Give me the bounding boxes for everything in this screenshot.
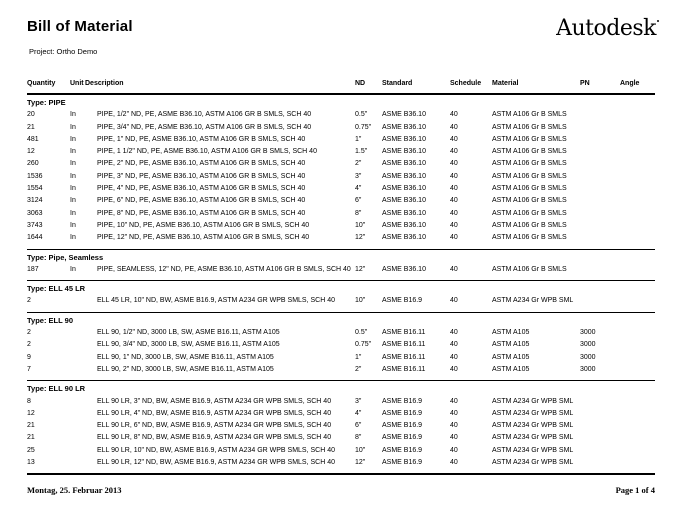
cell-quantity: 2 [27, 329, 31, 337]
cell-description: ELL 45 LR, 10" ND, BW, ASME B16.9, ASTM A234 GR WPB SMLS, SCH 40 [97, 297, 335, 305]
cell-material: ASTM A106 Gr B SMLS [492, 197, 567, 205]
cell-schedule: 40 [450, 221, 458, 229]
cell-nd: 2" [355, 160, 362, 168]
cell-schedule: 40 [450, 397, 458, 405]
cell-schedule: 40 [450, 434, 458, 442]
cell-standard: ASME B36.10 [382, 221, 426, 229]
cell-standard: ASME B16.11 [382, 341, 426, 349]
cell-description: ELL 90 LR, 8" ND, BW, ASME B16.9, ASTM A234 GR WPB SMLS, SCH 40 [97, 434, 332, 442]
cell-nd: 10" [355, 446, 366, 454]
table-row [27, 457, 655, 469]
cell-schedule: 40 [450, 111, 458, 119]
table-row [27, 339, 655, 351]
cell-material: ASTM A106 Gr B SMLS [492, 185, 567, 193]
column-header-quantity: Quantity [27, 80, 56, 87]
cell-quantity: 9 [27, 353, 31, 361]
cell-nd: 3" [355, 397, 362, 405]
cell-description: PIPE, 1 1/2" ND, PE, ASME B36.10, ASTM A106 GR B SMLS, SCH 40 [97, 148, 317, 156]
table-row [27, 327, 655, 339]
cell-nd: 2" [355, 365, 362, 373]
cell-pn: 3000 [580, 353, 596, 361]
section-type-heading: Type: ELL 90 [27, 315, 73, 325]
cell-standard: ASME B36.10 [382, 160, 426, 168]
cell-material: ASTM A106 Gr B SMLS [492, 209, 567, 217]
cell-standard: ASME B36.10 [382, 135, 426, 143]
cell-schedule: 40 [450, 422, 458, 430]
cell-schedule: 40 [450, 123, 458, 131]
table-row [27, 408, 655, 420]
cell-unit: In [70, 197, 76, 205]
cell-quantity: 21 [27, 422, 35, 430]
bom-section [27, 280, 655, 312]
cell-standard: ASME B36.10 [382, 123, 426, 131]
cell-description: PIPE, 8" ND, PE, ASME B36.10, ASTM A106 GR B SMLS, SCH 40 [97, 209, 306, 217]
cell-standard: ASME B16.9 [382, 422, 423, 430]
cell-schedule: 40 [450, 329, 458, 337]
table-row [27, 420, 655, 432]
cell-nd: 12" [355, 265, 366, 273]
cell-standard: ASME B36.10 [382, 265, 426, 273]
column-header-standard: Standard [382, 80, 413, 87]
cell-schedule: 40 [450, 172, 458, 180]
cell-nd: 10" [355, 297, 366, 305]
table-row [27, 146, 655, 158]
cell-standard: ASME B36.10 [382, 197, 426, 205]
bom-section [27, 95, 655, 249]
cell-standard: ASME B36.10 [382, 172, 426, 180]
cell-description: ELL 90 LR, 3" ND, BW, ASME B16.9, ASTM A234 GR WPB SMLS, SCH 40 [97, 397, 332, 405]
cell-material: ASTM A234 Gr WPB SML [492, 422, 574, 430]
column-header-description: Description [85, 80, 124, 87]
column-header-unit: Unit [70, 80, 84, 87]
cell-nd: 3" [355, 172, 362, 180]
cell-description: ELL 90 LR, 12" ND, BW, ASME B16.9, ASTM A234 GR WPB SMLS, SCH 40 [97, 459, 335, 467]
cell-description: ELL 90, 2" ND, 3000 LB, SW, ASME B16.11, ASTM A105 [97, 365, 274, 373]
table-row [27, 364, 655, 376]
table-row [27, 352, 655, 364]
cell-nd: 8" [355, 434, 362, 442]
cell-standard: ASME B16.9 [382, 446, 423, 454]
cell-nd: 12" [355, 234, 366, 242]
cell-nd: 1" [355, 353, 362, 361]
cell-unit: In [70, 172, 76, 180]
cell-nd: 6" [355, 422, 362, 430]
cell-description: ELL 90 LR, 6" ND, BW, ASME B16.9, ASTM A234 GR WPB SMLS, SCH 40 [97, 422, 332, 430]
section-type-heading: Type: ELL 45 LR [27, 284, 86, 294]
cell-material: ASTM A106 Gr B SMLS [492, 234, 567, 242]
cell-schedule: 40 [450, 234, 458, 242]
cell-material: ASTM A106 Gr B SMLS [492, 160, 567, 168]
cell-nd: 8" [355, 209, 362, 217]
cell-quantity: 1644 [27, 234, 43, 242]
cell-material: ASTM A106 Gr B SMLS [492, 265, 567, 273]
cell-standard: ASME B36.10 [382, 209, 426, 217]
cell-description: PIPE, SEAMLESS, 12" ND, PE, ASME B36.10, ASTM A106 GR B SMLS, SCH 40 [97, 265, 351, 273]
bom-section [27, 249, 655, 281]
cell-quantity: 481 [27, 135, 39, 143]
table-row [27, 208, 655, 220]
cell-quantity: 187 [27, 265, 39, 273]
cell-schedule: 40 [450, 148, 458, 156]
section-type-heading: Type: ELL 90 LR [27, 384, 86, 394]
table-row [27, 122, 655, 134]
cell-pn: 3000 [580, 329, 596, 337]
cell-standard: ASME B36.10 [382, 234, 426, 242]
cell-schedule: 40 [450, 265, 458, 273]
cell-material: ASTM A106 Gr B SMLS [492, 148, 567, 156]
cell-quantity: 2 [27, 297, 31, 305]
cell-material: ASTM A106 Gr B SMLS [492, 172, 567, 180]
cell-quantity: 2 [27, 341, 31, 349]
cell-unit: In [70, 123, 76, 131]
cell-unit: In [70, 209, 76, 217]
cell-unit: In [70, 135, 76, 143]
cell-description: PIPE, 4" ND, PE, ASME B36.10, ASTM A106 GR B SMLS, SCH 40 [97, 185, 306, 193]
cell-quantity: 7 [27, 365, 31, 373]
cell-material: ASTM A234 Gr WPB SML [492, 397, 574, 405]
table-row [27, 134, 655, 146]
table-row [27, 295, 655, 307]
cell-standard: ASME B36.10 [382, 111, 426, 119]
column-header-pn: PN [580, 80, 590, 87]
cell-schedule: 40 [450, 135, 458, 143]
cell-schedule: 40 [450, 353, 458, 361]
cell-description: ELL 90, 1" ND, 3000 LB, SW, ASME B16.11, ASTM A105 [97, 353, 274, 361]
cell-quantity: 3063 [27, 209, 43, 217]
cell-nd: 12" [355, 459, 366, 467]
cell-description: PIPE, 6" ND, PE, ASME B36.10, ASTM A106 GR B SMLS, SCH 40 [97, 197, 306, 205]
cell-standard: ASME B16.9 [382, 459, 423, 467]
cell-material: ASTM A106 Gr B SMLS [492, 135, 567, 143]
cell-pn: 3000 [580, 341, 596, 349]
table-row [27, 171, 655, 183]
cell-nd: 10" [355, 221, 366, 229]
cell-quantity: 21 [27, 123, 35, 131]
cell-material: ASTM A234 Gr WPB SML [492, 446, 574, 454]
cell-material: ASTM A234 Gr WPB SML [492, 459, 574, 467]
cell-unit: In [70, 265, 76, 273]
cell-standard: ASME B36.10 [382, 185, 426, 193]
cell-description: PIPE, 12" ND, PE, ASME B36.10, ASTM A106 GR B SMLS, SCH 40 [97, 234, 310, 242]
table-row [27, 109, 655, 121]
cell-schedule: 40 [450, 409, 458, 417]
cell-unit: In [70, 221, 76, 229]
cell-standard: ASME B16.9 [382, 434, 423, 442]
cell-material: ASTM A234 Gr WPB SML [492, 409, 574, 417]
cell-nd: 0.5" [355, 329, 368, 337]
cell-material: ASTM A106 Gr B SMLS [492, 111, 567, 119]
cell-nd: 1.5" [355, 148, 368, 156]
cell-description: PIPE, 2" ND, PE, ASME B36.10, ASTM A106 GR B SMLS, SCH 40 [97, 160, 306, 168]
cell-description: ELL 90 LR, 10" ND, BW, ASME B16.9, ASTM A234 GR WPB SMLS, SCH 40 [97, 446, 335, 454]
cell-quantity: 3124 [27, 197, 43, 205]
bom-section [27, 312, 655, 380]
page-footer [27, 485, 655, 495]
cell-material: ASTM A106 Gr B SMLS [492, 221, 567, 229]
cell-nd: 4" [355, 409, 362, 417]
cell-nd: 6" [355, 197, 362, 205]
cell-quantity: 1536 [27, 172, 43, 180]
cell-quantity: 13 [27, 459, 35, 467]
cell-schedule: 40 [450, 197, 458, 205]
column-header-schedule: Schedule [450, 80, 482, 87]
cell-nd: 0.75" [355, 341, 372, 349]
cell-standard: ASME B16.11 [382, 353, 426, 361]
column-header-angle: Angle [620, 80, 640, 87]
cell-schedule: 40 [450, 459, 458, 467]
cell-schedule: 40 [450, 209, 458, 217]
page-title: Bill of Material [27, 18, 133, 35]
cell-quantity: 20 [27, 111, 35, 119]
cell-standard: ASME B16.11 [382, 365, 426, 373]
cell-material: ASTM A234 Gr WPB SML [492, 297, 574, 305]
cell-quantity: 25 [27, 446, 35, 454]
cell-material: ASTM A105 [492, 341, 530, 349]
table-body [27, 95, 655, 475]
table-row [27, 195, 655, 207]
cell-standard: ASME B16.9 [382, 297, 423, 305]
cell-standard: ASME B16.9 [382, 397, 423, 405]
table-row [27, 432, 655, 444]
cell-nd: 0.75" [355, 123, 372, 131]
cell-unit: In [70, 160, 76, 168]
cell-pn: 3000 [580, 365, 596, 373]
cell-quantity: 8 [27, 397, 31, 405]
cell-description: PIPE, 10" ND, PE, ASME B36.10, ASTM A106 GR B SMLS, SCH 40 [97, 221, 310, 229]
cell-quantity: 21 [27, 434, 35, 442]
bom-section [27, 380, 655, 473]
cell-nd: 0.5" [355, 111, 368, 119]
footer-page-number: Page 1 of 4 [615, 485, 655, 495]
project-label: Project: Ortho Demo [29, 47, 98, 56]
cell-schedule: 40 [450, 185, 458, 193]
autodesk-logo [556, 17, 659, 41]
cell-quantity: 12 [27, 148, 35, 156]
cell-nd: 1" [355, 135, 362, 143]
cell-material: ASTM A234 Gr WPB SML [492, 434, 574, 442]
cell-description: ELL 90 LR, 4" ND, BW, ASME B16.9, ASTM A234 GR WPB SMLS, SCH 40 [97, 409, 332, 417]
cell-unit: In [70, 148, 76, 156]
cell-description: PIPE, 3/4" ND, PE, ASME B36.10, ASTM A106 GR B SMLS, SCH 40 [97, 123, 312, 131]
cell-schedule: 40 [450, 341, 458, 349]
cell-schedule: 40 [450, 297, 458, 305]
cell-schedule: 40 [450, 160, 458, 168]
cell-quantity: 1554 [27, 185, 43, 193]
cell-nd: 4" [355, 185, 362, 193]
table-row [27, 183, 655, 195]
section-type-heading: Type: PIPE [27, 98, 66, 107]
cell-standard: ASME B36.10 [382, 148, 426, 156]
cell-description: PIPE, 1/2" ND, PE, ASME B36.10, ASTM A106 GR B SMLS, SCH 40 [97, 111, 312, 119]
trademark-icon [657, 20, 659, 22]
table-row [27, 264, 655, 276]
cell-description: ELL 90, 3/4" ND, 3000 LB, SW, ASME B16.11, ASTM A105 [97, 341, 280, 349]
cell-standard: ASME B16.9 [382, 409, 423, 417]
table-row [27, 445, 655, 457]
cell-schedule: 40 [450, 365, 458, 373]
cell-unit: In [70, 111, 76, 119]
table-row [27, 396, 655, 408]
section-type-heading: Type: Pipe, Seamless [27, 252, 104, 262]
cell-material: ASTM A105 [492, 329, 530, 337]
cell-unit: In [70, 185, 76, 193]
autodesk-logo-text: Autodesk [556, 16, 656, 41]
cell-schedule: 40 [450, 446, 458, 454]
column-header-nd: ND [355, 80, 366, 87]
cell-quantity: 260 [27, 160, 39, 168]
cell-material: ASTM A105 [492, 365, 530, 373]
table-row [27, 158, 655, 170]
cell-description: PIPE, 3" ND, PE, ASME B36.10, ASTM A106 GR B SMLS, SCH 40 [97, 172, 306, 180]
cell-unit: In [70, 234, 76, 242]
footer-date: Montag, 25. Februar 2013 [27, 485, 122, 495]
cell-description: ELL 90, 1/2" ND, 3000 LB, SW, ASME B16.11, ASTM A105 [97, 329, 280, 337]
cell-quantity: 3743 [27, 221, 43, 229]
column-header-material: Material [492, 80, 519, 87]
table-row [27, 220, 655, 232]
cell-material: ASTM A106 Gr B SMLS [492, 123, 567, 131]
cell-standard: ASME B16.11 [382, 329, 426, 337]
cell-material: ASTM A105 [492, 353, 530, 361]
table-row [27, 232, 655, 244]
cell-description: PIPE, 1" ND, PE, ASME B36.10, ASTM A106 GR B SMLS, SCH 40 [97, 135, 306, 143]
cell-quantity: 12 [27, 409, 35, 417]
table-header-row [27, 79, 655, 95]
